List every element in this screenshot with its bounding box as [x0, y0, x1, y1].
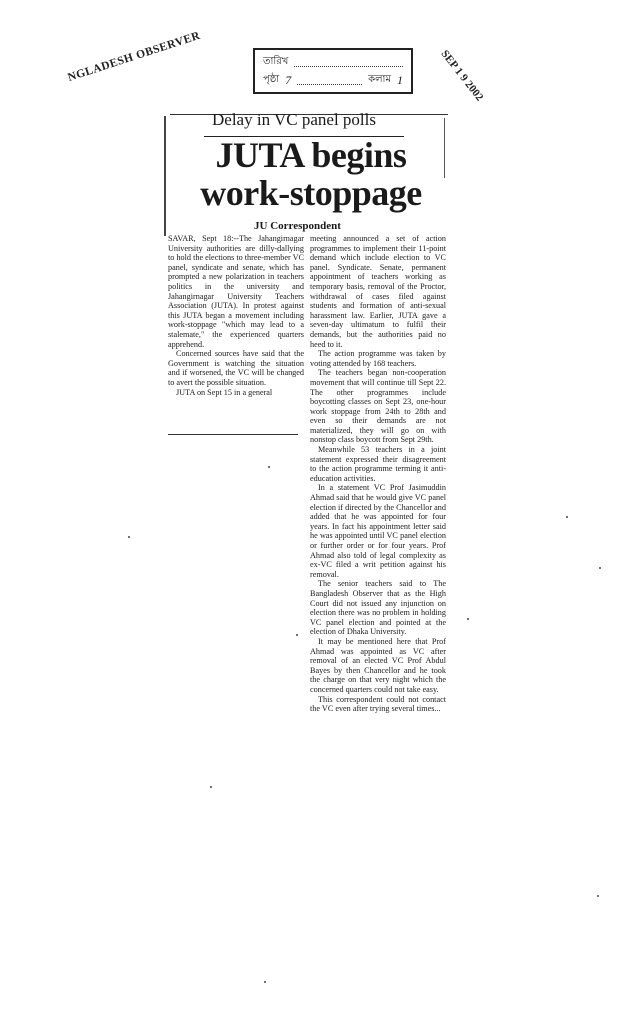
paragraph: SAVAR, Sept 18:--The Jahangirnagar University authorities are dilly-dallying to hold the elections to three-member VC panel, syndicate and senate, which has prompted a new polarization in teachers politics in the university and Jahangirnagar University Teachers Association (JUTA). In protest against this JUTA began a movement including work-stoppage "which may lead to a stalemate," the experienced quarters apprehend.: [168, 234, 304, 349]
paragraph: The senior teachers said to The Bangladesh Observer that as the High Court did not issued any injunction on election there was no problem in holding VC panel election and pointed at the election of Dhaka University.: [310, 579, 446, 637]
stamp-dotted-line: [294, 57, 403, 67]
paragraph: This correspondent could not contact the VC even after trying several times...: [310, 694, 446, 714]
stamp-page-label: পৃষ্ঠা: [263, 73, 280, 85]
article-headline: [176, 136, 446, 212]
scan-speck: [599, 567, 601, 569]
article-column-1: [168, 234, 304, 397]
article-byline: JU Correspondent: [254, 220, 341, 232]
paragraph: It may be mentioned here that Prof Ahmad was appointed as VC after removal of an elected VC Prof Abdul Bayes by then Chancellor and he took the charge on that very night which the concerned quarters could not take easy.: [310, 636, 446, 694]
headline-line-1: JUTA begins: [215, 135, 407, 175]
paragraph: Concerned sources have said that the Government is watching the situation and if worsened, the VC will be changed to avert the possible situation.: [168, 349, 304, 387]
scan-speck: [210, 786, 212, 788]
paragraph: JUTA on Sept 15 in a general: [176, 387, 273, 397]
stamp-column-value: 1: [397, 72, 403, 87]
stamp-column-label: কলাম: [368, 73, 391, 85]
scan-speck: [467, 618, 469, 620]
scan-speck: [128, 536, 130, 538]
date-stamp: SEP 1 9 2002: [438, 48, 486, 104]
scan-speck: [566, 516, 568, 518]
newspaper-clipping: [160, 106, 456, 826]
paragraph: In a statement VC Prof Jasimuddin Ahmad said that he would give VC panel election if directed by the Chancellor and added that he was appointed for four years. In fact his appointment letter said he was appointed until VC panel election or further order or for four years. Prof Ahmad also told of legal complexity as ex-VC filed a writ petition against his removal.: [310, 483, 446, 579]
column-end-rule: [168, 434, 298, 435]
stamp-dotted-line: [297, 75, 362, 85]
paragraph: Meanwhile 53 teachers in a joint statement expressed their disagreement to the action programme terming it anti-education activities.: [310, 445, 446, 483]
reference-stamp-box: [253, 48, 413, 94]
scan-speck: [296, 634, 298, 636]
paragraph: meeting announced a set of action programmes to implement their 11-point demand which include election to VC panel. Syndicate. Senate, permanent appointment of teachers working as temporary basis, removal of the Proctor, withdrawal of cases filed against students and formation of anti-sexual harassment law. Earlier, JUTA gave a seven-day ultimatum to fulfil their demands, but the authorities paid no heed to it.: [310, 234, 446, 349]
scan-speck: [264, 981, 266, 983]
scan-speck: [597, 895, 599, 897]
headline-line-2: work-stoppage: [200, 173, 422, 213]
stamp-date-label: তারিখ: [263, 55, 289, 67]
newspaper-name-stamp: NGLADESH OBSERVER: [66, 29, 202, 84]
paragraph: The action programme was taken by voting attended by 168 teachers.: [310, 349, 446, 368]
article-kicker: Delay in VC panel polls: [212, 110, 376, 129]
clipping-left-edge: [164, 116, 166, 236]
paragraph: The teachers began non-cooperation movement that will continue till Sept 22. The other programmes include boycotting classes on Sept 23, one-hour work stoppage from 24th to 28th and even so their demands are not materialized, they will go on with nonstop class boycott from Sept 29th.: [310, 368, 446, 445]
scan-speck: [268, 466, 270, 468]
stamp-page-row: [263, 71, 403, 89]
stamp-date-row: [263, 53, 403, 71]
article-column-2: [310, 234, 446, 714]
stamp-page-value: 7: [285, 72, 292, 87]
